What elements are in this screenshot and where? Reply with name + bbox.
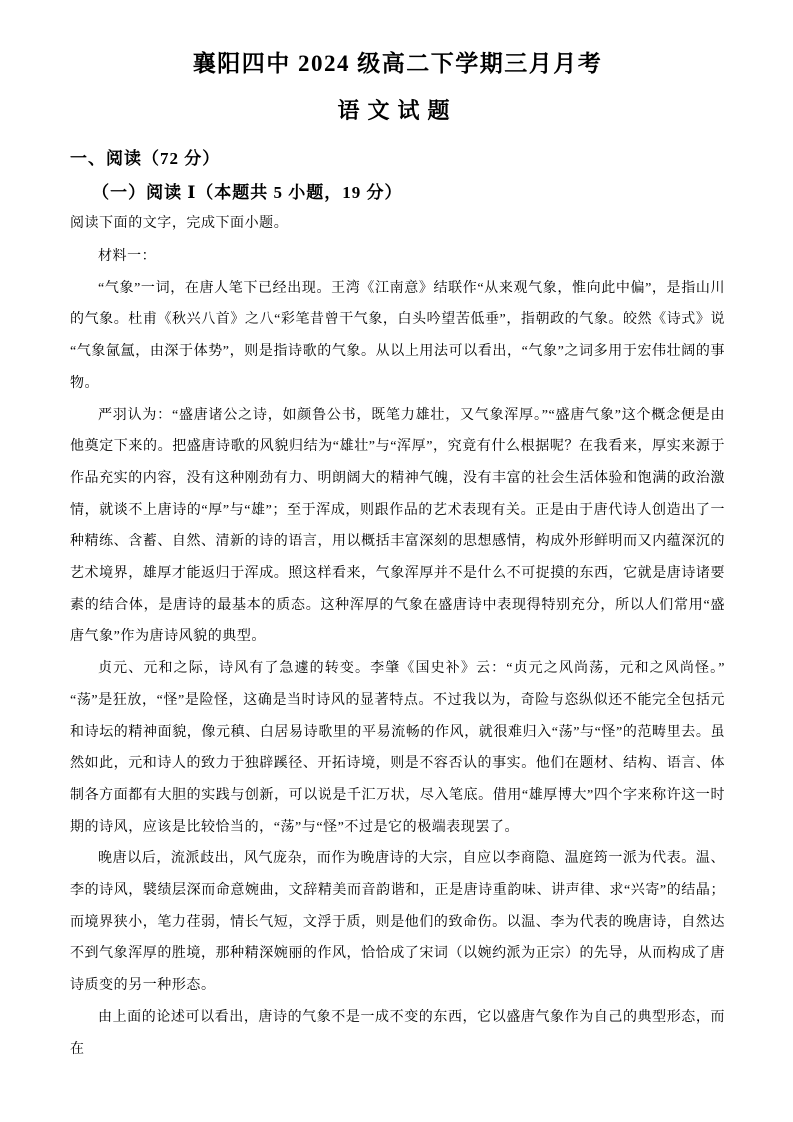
section-heading-reading: 一、阅读（72 分） <box>70 149 221 168</box>
subsection-heading-reading-1: （一）阅读 Ⅰ（本题共 5 小题，19 分） <box>92 183 403 202</box>
material-label: 材料一： <box>98 249 157 264</box>
material-paragraph-5: 由上面的论述可以看出，唐诗的气象不是一成不变的东西，它以盛唐气象作为自己的典型形态，而在 <box>70 1009 725 1057</box>
material-paragraph-2: 严羽认为：“盛唐诸公之诗，如颜鲁公书，既笔力雄壮，又气象浑厚。”“盛唐气象”这个概念便是由他奠定下来的。把盛唐诗歌的风貌归结为“雄壮”与“浑厚”，究竟有什么根据呢？在我看来，厚实来源于作品充实的内容，没有这种刚劲有力、明朗阔大的精神气魄，没有丰富的社会生活体验和饱满的政治激情，就谈不上唐诗的“厚”与“雄”；至于浑成，则跟作品的艺术表现有关。正是由于唐代诗人创造出了一种精练、含蓄、自然、清新的诗的语言，用以概括丰富深刻的思想感情，构成外形鲜明而又内蕴深沉的艺术境界，雄厚才能返归于浑成。照这样看来，气象浑厚并不是什么不可捉摸的东西，它就是唐诗诸要素的结合体，是唐诗的最基本的质态。这种浑厚的气象在盛唐诗中表现得特别充分，所以人们常用“盛唐气象”作为唐诗风貌的典型。 <box>70 407 725 645</box>
reading-instruction: 阅读下面的文字，完成下面小题。 <box>70 216 289 231</box>
material-one <box>70 241 725 1065</box>
exam-subtitle: 语文试题 <box>337 98 458 123</box>
material-paragraph-1: “气象”一词，在唐人笔下已经出现。王湾《江南意》结联作“从来观气象，惟向此中偏”，是指山川的气象。杜甫《秋兴八首》之八“彩笔昔曾干气象，白头吟望苦低垂”，指朝政的气象。皎然《诗式》说“气象氤氲，由深于体势”，则是指诗歌的气象。从以上用法可以看出，“气象”之词多用于宏伟壮阔的事物。 <box>70 280 725 391</box>
exam-title: 襄阳四中 2024 级高二下学期三月月考 <box>192 51 603 76</box>
material-paragraph-4: 晚唐以后，流派歧出，风气庞杂，而作为晚唐诗的大宗，自应以李商隐、温庭筠一派为代表。温、李的诗风，襞绩层深而命意婉曲，文辞精美而音韵谐和，正是唐诗重韵味、讲声律、求“兴寄”的结晶；而境界狭小，笔力荏弱，情长气短，文浮于质，则是他们的致命伤。以温、李为代表的晚唐诗，自然达不到气象浑厚的胜境，那种精深婉丽的作风，恰恰成了宋词（以婉约派为正宗）的先导，从而构成了唐诗质变的另一种形态。 <box>70 851 725 994</box>
material-paragraph-3: 贞元、元和之际，诗风有了急遽的转变。李肇《国史补》云：“贞元之风尚荡，元和之风尚怪。”“荡”是狂放，“怪”是险怪，这确是当时诗风的显著特点。不过我以为，奇险与恣纵似还不能完全包括元和诗坛的精神面貌，像元稹、白居易诗歌里的平易流畅的作风，就很难归入“荡”与“怪”的范畴里去。虽然如此，元和诗人的致力于独辟蹊径、开拓诗境，则是不容否认的事实。他们在题材、结构、语言、体制各方面都有大胆的实践与创新，可以说是千汇万状，尽入笔底。借用“雄厚博大”四个字来称许这一时期的诗风，应该是比较恰当的，“荡”与“怪”不过是它的极端表现罢了。 <box>70 661 725 835</box>
